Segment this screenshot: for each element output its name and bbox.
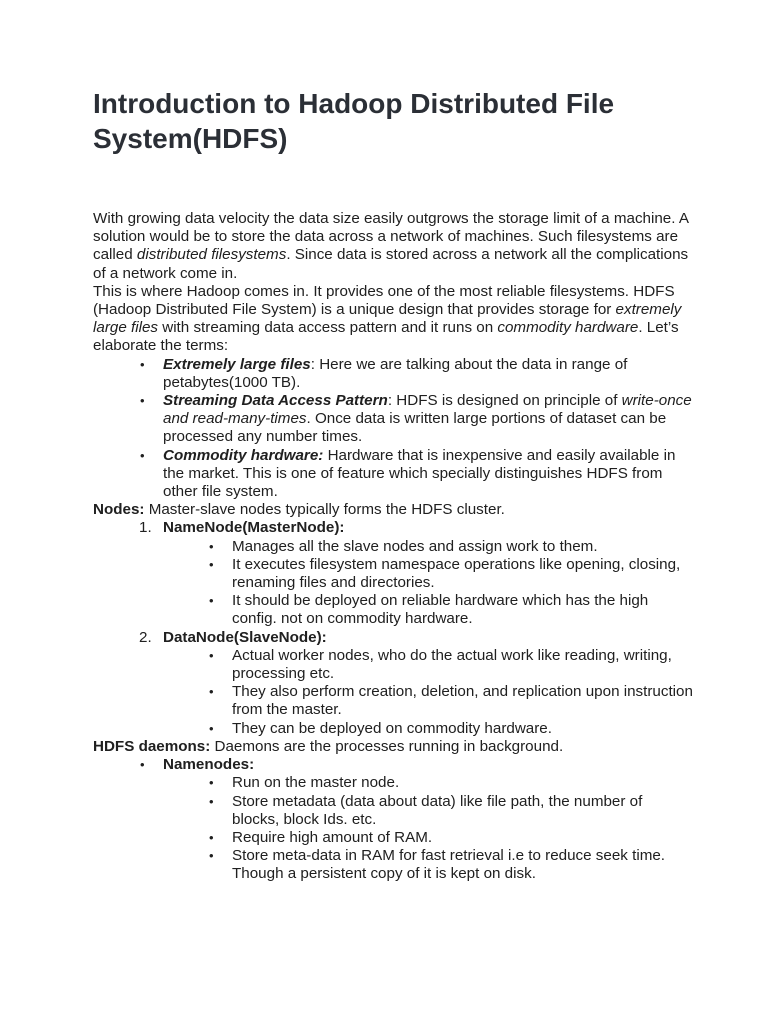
list-item: [93, 519, 693, 628]
intro-text: . Since data is stored across a network all the complications of a network come in.: [93, 246, 689, 282]
intro-text: With growing data velocity the data size easily outgrows the storage limit of a machine. A solution would be to store the data across a network of machines. Such filesystems are called: [93, 210, 689, 264]
terms-list: [93, 356, 693, 502]
list-item: [93, 629, 693, 738]
nodes-list: [93, 519, 693, 737]
list-item: • Manages all the slave nodes and assign work to them.: [93, 538, 693, 556]
intro-text: with streaming data access pattern and it runs on: [158, 319, 498, 337]
daemons-list: [93, 756, 693, 883]
namenodes-points: [93, 774, 693, 883]
list-item: • They also perform creation, deletion, and replication upon instruction from the master.: [93, 683, 693, 719]
list-item: [93, 356, 693, 392]
intro-emphasis: extremely large files: [93, 301, 682, 337]
list-item: • Store meta-data in RAM for fast retrieval i.e to reduce seek time. Though a persistent copy of it is kept on disk.: [93, 847, 693, 883]
term-label: Commodity hardware:: [163, 446, 324, 464]
document-body: [93, 210, 693, 884]
list-item: • Run on the master node.: [93, 774, 693, 792]
list-number: 2.: [139, 628, 152, 646]
nodes-paragraph: [93, 501, 693, 519]
term-label: Extremely large files: [163, 355, 311, 373]
namenode-points: [93, 538, 693, 629]
datanode-points: [93, 647, 693, 738]
list-item: [93, 447, 693, 502]
list-item: • Actual worker nodes, who do the actual work like reading, writing, processing etc.: [93, 647, 693, 683]
list-item: • They can be deployed on commodity hardware.: [93, 720, 693, 738]
term-text: Hardware that is inexpensive and easily available in the market. This is one of feature which specially distinguishes HDFS from other file system.: [163, 446, 676, 501]
intro-emphasis: commodity hardware: [497, 319, 639, 337]
term-text: . Once data is written large portions of dataset can be processed any number times.: [163, 410, 667, 446]
term-label: Streaming Data Access Pattern: [163, 392, 388, 410]
list-item: [93, 756, 693, 883]
list-item: • It should be deployed on reliable hardware which has the high config. not on commodity hardware.: [93, 592, 693, 628]
term-emphasis: write-once and read-many-times: [163, 392, 692, 428]
list-item: • Store metadata (data about data) like file path, the number of blocks, block Ids. etc.: [93, 793, 693, 829]
nodes-text: Master-slave nodes typically forms the HDFS cluster.: [144, 501, 505, 519]
term-text: : HDFS is designed on principle of: [387, 392, 622, 410]
daemons-label: HDFS daemons:: [93, 737, 211, 755]
intro-emphasis: distributed filesystems: [136, 246, 287, 264]
namenodes-title: Namenodes:: [163, 756, 255, 774]
intro-paragraph-2: [93, 283, 693, 356]
daemons-paragraph: [93, 738, 693, 756]
intro-text: . Let’s elaborate the terms:: [93, 319, 679, 355]
nodes-label: Nodes:: [93, 501, 145, 519]
term-text: : Here we are talking about the data in range of petabytes(1000 TB).: [163, 355, 628, 391]
node-title: NameNode(MasterNode):: [163, 519, 345, 537]
daemons-text: Daemons are the processes running in background.: [210, 737, 564, 755]
list-item: • It executes filesystem namespace operations like opening, closing, renaming files and directories.: [93, 556, 693, 592]
list-item: • Require high amount of RAM.: [93, 829, 693, 847]
intro-text: This is where Hadoop comes in. It provides one of the most reliable filesystems. HDFS (Hadoop Distributed File System) is a unique design that provides storage for: [93, 282, 675, 319]
list-item: [93, 392, 693, 447]
node-title: DataNode(SlaveNode):: [163, 628, 327, 646]
intro-paragraph-1: [93, 210, 693, 283]
page-title: Introduction to Hadoop Distributed File System(HDFS): [93, 88, 615, 154]
list-number: 1.: [139, 519, 152, 537]
